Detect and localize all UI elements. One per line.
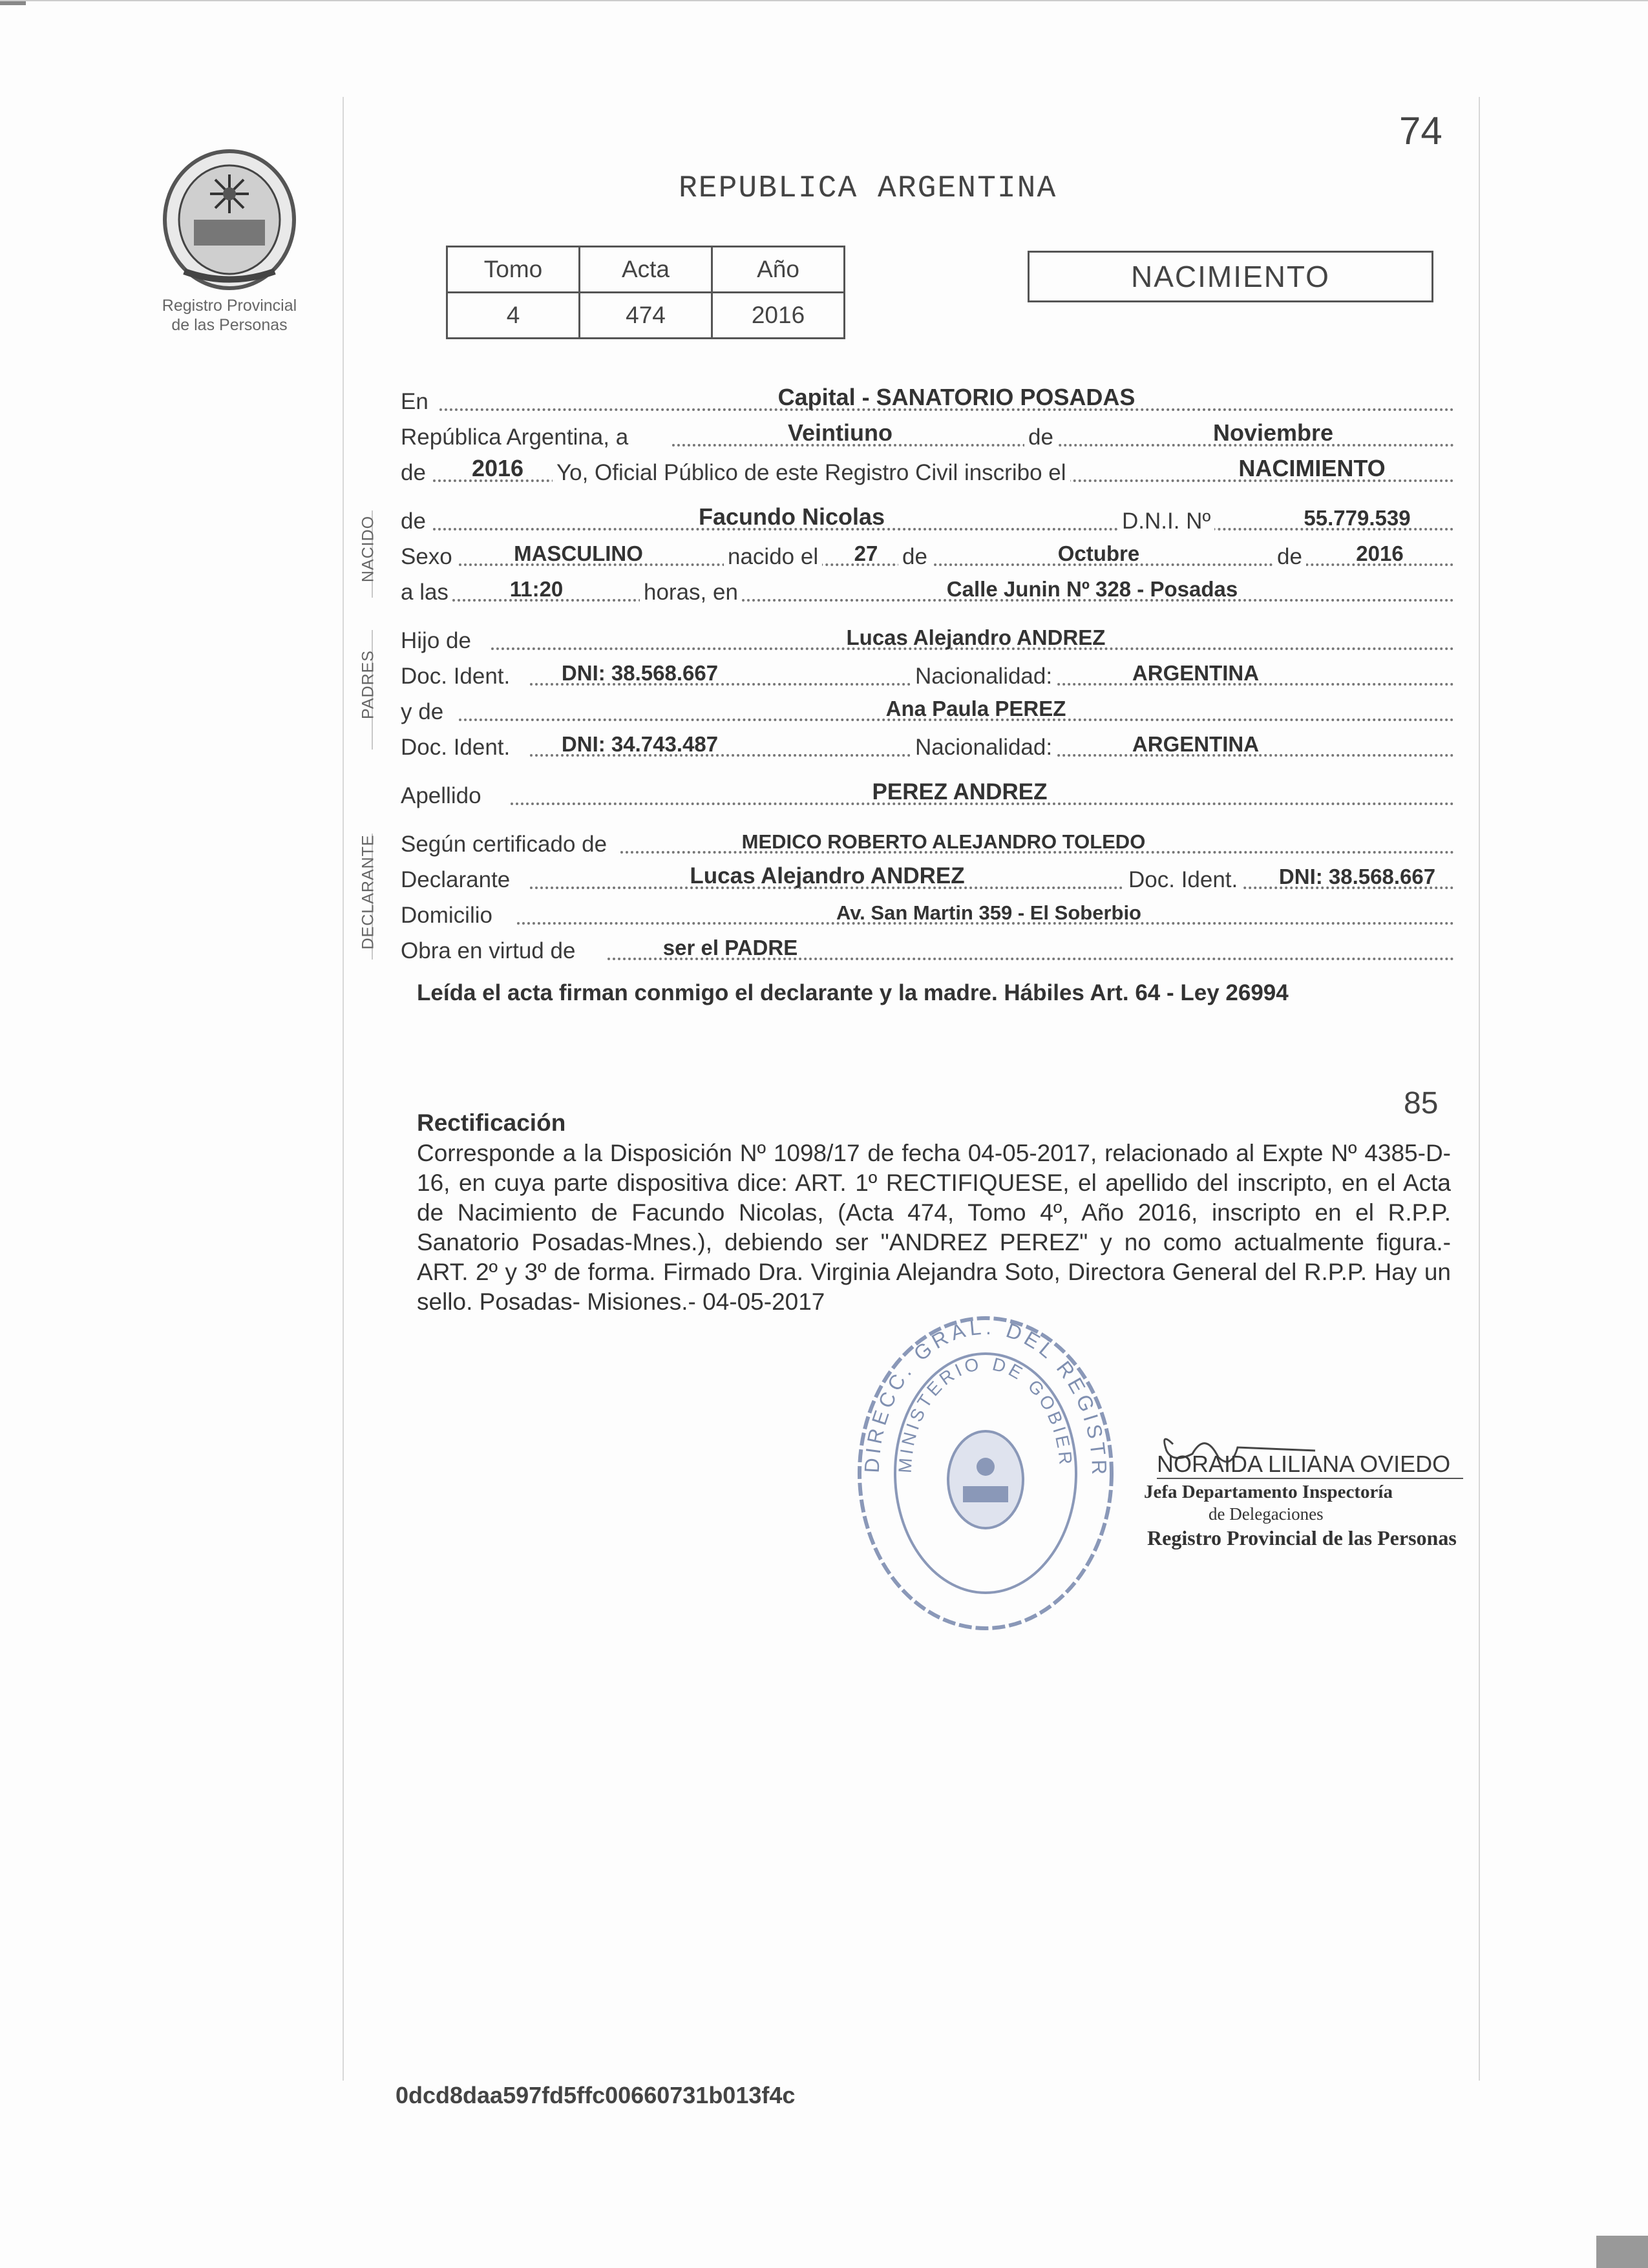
domicilio-label: Domicilio bbox=[401, 903, 496, 929]
closing-text: Leída el acta firman conmigo el declarante y la madre. Hábiles Art. 64 - Ley 26994 bbox=[417, 980, 1289, 1005]
stamp-inner-text: MINISTERIO DE GOBIER bbox=[894, 1353, 1077, 1474]
lugar-value: Calle Junin Nº 328 - Posadas bbox=[946, 577, 1238, 601]
sexo-value: MASCULINO bbox=[514, 541, 643, 565]
document-hash: 0dcd8daa597fd5ffc00660731b013f4c bbox=[396, 2082, 796, 2108]
row-anio bbox=[401, 452, 1454, 491]
rectificacion-title: Rectificación bbox=[417, 1109, 566, 1136]
republica-label: República Argentina, a bbox=[401, 425, 632, 450]
anio-field-value: 2016 bbox=[471, 455, 524, 481]
registry-label bbox=[139, 296, 320, 335]
row-madre bbox=[401, 691, 1454, 730]
inscribo-value: NACIMIENTO bbox=[1238, 455, 1386, 481]
signature-name: NORAIDA LILIANA OVIEDO bbox=[1157, 1451, 1463, 1479]
nac1-label: Nacionalidad: bbox=[911, 664, 1056, 689]
rectificacion-body: Corresponde a la Disposición Nº 1098/17 de fecha 04-05-2017, relacionado al Expte Nº 4385-D-16, en cuya parte dispositiva dice: ART. 1º RECTIFIQUESE, el apellido del inscripto, en el Acta de Nacimiento de Facundo Nicolas, (Acta 474, Tomo 4º, Año 2016, inscripto en el R.P.P. Sanatorio Posadas-Mnes.), debiendo ser "ANDREZ PEREZ" y no como actualmente figura.- ART. 2º y 3º de forma. Firmado Dra. Virginia Alejandra Soto, Directora General del R.P.P. Hay un sello. Posadas- Misiones.- 04-05-2017 bbox=[417, 1140, 1451, 1315]
de3-label: de bbox=[401, 509, 430, 534]
doc3-label: Doc. Ident. bbox=[1125, 867, 1241, 893]
obra-value: ser el PADRE bbox=[662, 936, 798, 960]
dni-value: 55.779.539 bbox=[1304, 506, 1411, 530]
signature-role: Jefa Departamento Inspectoría bbox=[1144, 1482, 1393, 1502]
nacido-mes: Octubre bbox=[1057, 541, 1140, 565]
row-republica bbox=[401, 417, 1454, 456]
anio-header: Año bbox=[712, 247, 845, 293]
mes-value: Noviembre bbox=[1212, 419, 1334, 446]
de4-label: de bbox=[898, 544, 931, 570]
right-margin-line bbox=[1479, 97, 1480, 2081]
obra-label: Obra en virtud de bbox=[401, 938, 579, 964]
top-border bbox=[0, 0, 1648, 1]
nacido-dia: 27 bbox=[854, 541, 878, 565]
row-en bbox=[401, 381, 1454, 420]
acta-header: Acta bbox=[580, 247, 712, 293]
side-label-padres: PADRES bbox=[359, 650, 377, 719]
apellido-value: PEREZ ANDREZ bbox=[872, 779, 1048, 804]
registry-line-2: de las Personas bbox=[171, 316, 288, 334]
signature-dept: de Delegaciones bbox=[1209, 1504, 1324, 1524]
tomo-header: Tomo bbox=[447, 247, 580, 293]
row-declarante bbox=[401, 859, 1454, 898]
doc2-label: Doc. Ident. bbox=[401, 735, 514, 761]
horas-label: horas, en bbox=[640, 580, 742, 605]
bottom-corner-mark bbox=[1596, 2236, 1648, 2268]
nac2-label: Nacionalidad: bbox=[911, 735, 1056, 761]
yo-text: Yo, Oficial Público de este Registro Civil inscribo el bbox=[553, 460, 1070, 486]
tomo-value: 4 bbox=[447, 293, 580, 339]
row-domicilio bbox=[401, 895, 1454, 934]
apellido-label: Apellido bbox=[401, 783, 485, 809]
nacido-label: nacido el bbox=[724, 544, 822, 570]
sexo-label: Sexo bbox=[401, 544, 456, 570]
left-margin-line bbox=[343, 97, 344, 2081]
doc1-label: Doc. Ident. bbox=[401, 664, 514, 689]
nacido-anio: 2016 bbox=[1356, 541, 1404, 565]
yde-label: y de bbox=[401, 699, 447, 725]
page-title: REPUBLICA ARGENTINA bbox=[679, 171, 1057, 206]
row-sexo bbox=[401, 536, 1454, 575]
nombre-value: Facundo Nicolas bbox=[698, 503, 885, 530]
de2-label: de bbox=[401, 460, 430, 486]
nac1-value: ARGENTINA bbox=[1132, 661, 1260, 685]
segun-value: MEDICO ROBERTO ALEJANDRO TOLEDO bbox=[741, 830, 1146, 853]
row-obra bbox=[401, 930, 1454, 969]
hora-value: 11:20 bbox=[509, 577, 564, 601]
row-segun bbox=[401, 824, 1454, 863]
registry-line-1: Registro Provincial bbox=[162, 297, 297, 315]
a-las-label: a las bbox=[401, 580, 452, 605]
row-apellido bbox=[401, 775, 1454, 814]
row-padre bbox=[401, 620, 1454, 659]
segun-label: Según certificado de bbox=[401, 832, 611, 857]
acta-value: 474 bbox=[580, 293, 712, 339]
declarante-label: Declarante bbox=[401, 867, 514, 893]
domicilio-value: Av. San Martin 359 - El Soberbio bbox=[836, 901, 1141, 924]
registry-logo bbox=[158, 149, 301, 291]
dia-value: Veintiuno bbox=[788, 419, 893, 446]
madre-value: Ana Paula PEREZ bbox=[885, 697, 1066, 720]
hijo-label: Hijo de bbox=[401, 628, 475, 654]
de-label: de bbox=[1024, 425, 1057, 450]
act-type-box: NACIMIENTO bbox=[1028, 251, 1433, 302]
margin-number: 85 bbox=[1404, 1086, 1439, 1120]
official-stamp bbox=[853, 1312, 1118, 1635]
stamp-outer-text: DIRECC. GRAL. DEL REGISTR bbox=[860, 1315, 1112, 1479]
side-label-declarante: DECLARANTE bbox=[359, 834, 377, 950]
tomo-header-row bbox=[447, 247, 845, 293]
en-value: Capital - SANATORIO POSADAS bbox=[777, 384, 1136, 410]
row-nombre bbox=[401, 501, 1454, 540]
doc3-value: DNI: 38.568.667 bbox=[1278, 865, 1436, 888]
padre-value: Lucas Alejandro ANDREZ bbox=[846, 625, 1106, 649]
signature-org: Registro Provincial de las Personas bbox=[1147, 1526, 1457, 1549]
en-label: En bbox=[401, 389, 432, 415]
row-hora bbox=[401, 572, 1454, 611]
doc2-value: DNI: 34.743.487 bbox=[561, 732, 719, 756]
anio-value: 2016 bbox=[712, 293, 845, 339]
nac2-value: ARGENTINA bbox=[1132, 732, 1260, 756]
doc1-value: DNI: 38.568.667 bbox=[561, 661, 719, 685]
de5-label: de bbox=[1273, 544, 1306, 570]
page-number: 74 bbox=[1399, 109, 1442, 152]
declarante-value: Lucas Alejandro ANDREZ bbox=[690, 863, 965, 888]
tomo-table bbox=[446, 246, 845, 339]
dni-label: D.N.I. Nº bbox=[1118, 509, 1214, 534]
row-doc-madre bbox=[401, 727, 1454, 766]
tomo-value-row bbox=[447, 293, 845, 339]
side-label-nacido: NACIDO bbox=[359, 515, 377, 583]
row-doc-padre bbox=[401, 656, 1454, 695]
